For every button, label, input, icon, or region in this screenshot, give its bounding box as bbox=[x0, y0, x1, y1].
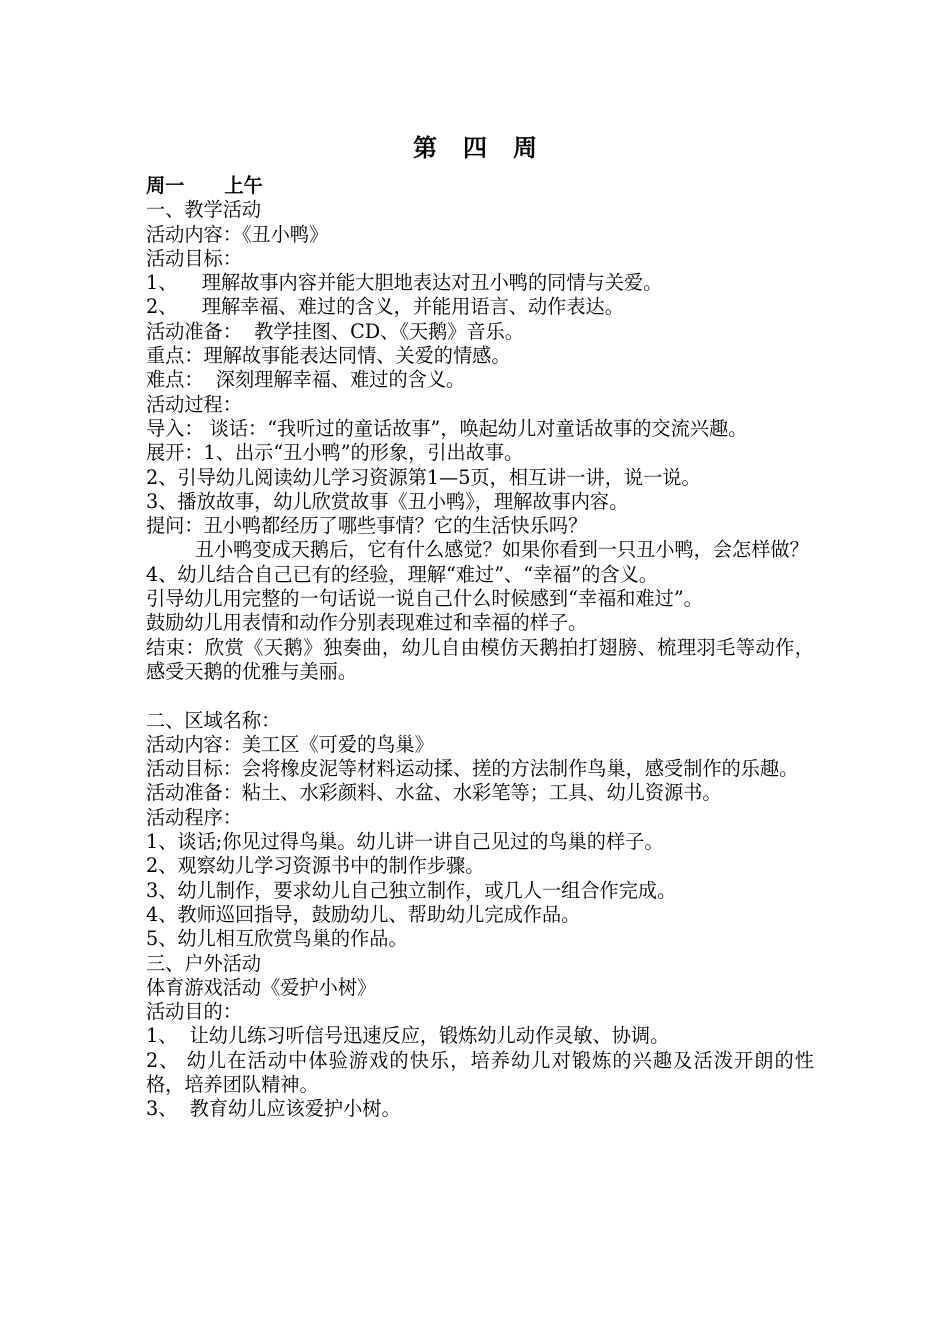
procedure-step: 5、幼儿相互欣赏鸟巢的作品。 bbox=[146, 927, 408, 951]
activity-prep: 活动准备： 教学挂图、CD、《天鹅》音乐。 bbox=[146, 319, 525, 343]
section-heading: 一、教学活动 bbox=[146, 198, 262, 222]
purpose-item: 1、 让幼儿练习听信号迅速反应，锻炼幼儿动作灵敏、协调。 bbox=[146, 1024, 670, 1048]
process-step: 2、引导幼儿阅读幼儿学习资源第1—5页，相互讲一讲，说一说。 bbox=[146, 465, 701, 489]
procedure-step: 4、教师巡回指导，鼓励幼儿、帮助幼儿完成作品。 bbox=[146, 902, 581, 926]
procedure-label: 活动程序： bbox=[146, 805, 242, 829]
activity-content: 活动内容：《丑小鸭》 bbox=[146, 222, 329, 246]
activity-prep: 活动准备：粘土、水彩颜料、水盆、水彩笔等；工具、幼儿资源书。 bbox=[146, 781, 722, 805]
process-step: 4、幼儿结合自己已有的经验，理解“难过”、“幸福”的含义。 bbox=[146, 562, 658, 586]
page-title bbox=[0, 132, 950, 164]
procedure-step: 1、谈话;你见过得鸟巢。幼儿讲一讲自己见过的鸟巢的样子。 bbox=[146, 830, 664, 854]
day-header bbox=[146, 174, 814, 198]
title-char: 四 bbox=[463, 133, 487, 162]
goals-label: 活动目标： bbox=[146, 246, 242, 270]
goal-item: 1、 理解故事内容并能大胆地表达对丑小鸭的同情与关爱。 bbox=[146, 271, 663, 295]
title-char: 周 bbox=[513, 133, 537, 162]
section-heading: 三、户外活动 bbox=[146, 951, 262, 975]
difficulty: 难点： 深刻理解幸福、难过的含义。 bbox=[146, 368, 466, 392]
activity-goal: 活动目标：会将橡皮泥等材料运动揉、搓的方法制作鸟巢，感受制作的乐趣。 bbox=[146, 757, 799, 781]
purpose-item: 3、 教育幼儿应该爱护小树。 bbox=[146, 1097, 401, 1121]
ending-paragraph: 结束：欣赏《天鹅》独奏曲，幼儿自由模仿天鹅拍打翅膀、梳理羽毛等动作，感受天鹅的优雅与美丽。 bbox=[146, 635, 814, 683]
expand-step: 展开：1、出示“丑小鸭”的形象，引出故事。 bbox=[146, 441, 524, 465]
process-step: 3、播放故事，幼儿欣赏故事《丑小鸭》，理解故事内容。 bbox=[146, 489, 629, 513]
period-label: 上午 bbox=[224, 174, 263, 197]
question: 提问：丑小鸭都经历了哪些事情？它的生活快乐吗？ bbox=[146, 514, 588, 538]
game-title: 体育游戏活动《爱护小树》 bbox=[146, 975, 377, 999]
encourage-text: 鼓励幼儿用表情和动作分别表现难过和幸福的样子。 bbox=[146, 611, 588, 635]
intro-paragraph: 导入： 谈话：“我听过的童话故事”，唤起幼儿对童话故事的交流兴趣。 bbox=[146, 416, 748, 440]
procedure-step: 3、幼儿制作，要求幼儿自己独立制作，或几人一组合作完成。 bbox=[146, 878, 677, 902]
process-label: 活动过程： bbox=[146, 392, 242, 416]
guide-text: 引导幼儿用完整的一句话说一说自己什么时候感到“幸福和难过”。 bbox=[146, 587, 703, 611]
document-body bbox=[146, 174, 814, 1122]
title-char: 第 bbox=[413, 133, 437, 162]
activity-content: 活动内容：美工区《可爱的鸟巢》 bbox=[146, 732, 434, 756]
key-point: 重点：理解故事能表达同情、关爱的情感。 bbox=[146, 344, 511, 368]
question: 丑小鸭变成天鹅后，它有什么感觉？如果你看到一只丑小鸭，会怎样做？ bbox=[146, 538, 809, 562]
goal-item: 2、 理解幸福、难过的含义，并能用语言、动作表达。 bbox=[146, 295, 624, 319]
section-heading: 二、区域名称： bbox=[146, 708, 281, 732]
purpose-label: 活动目的： bbox=[146, 1000, 242, 1024]
purpose-item: 2、 幼儿在活动中体验游戏的快乐，培养幼儿对锻炼的兴趣及活泼开朗的性格，培养团队精神。 bbox=[146, 1048, 814, 1096]
day-label: 周一 bbox=[146, 174, 185, 197]
procedure-step: 2、观察幼儿学习资源书中的制作步骤。 bbox=[146, 854, 485, 878]
spacer bbox=[146, 684, 814, 708]
